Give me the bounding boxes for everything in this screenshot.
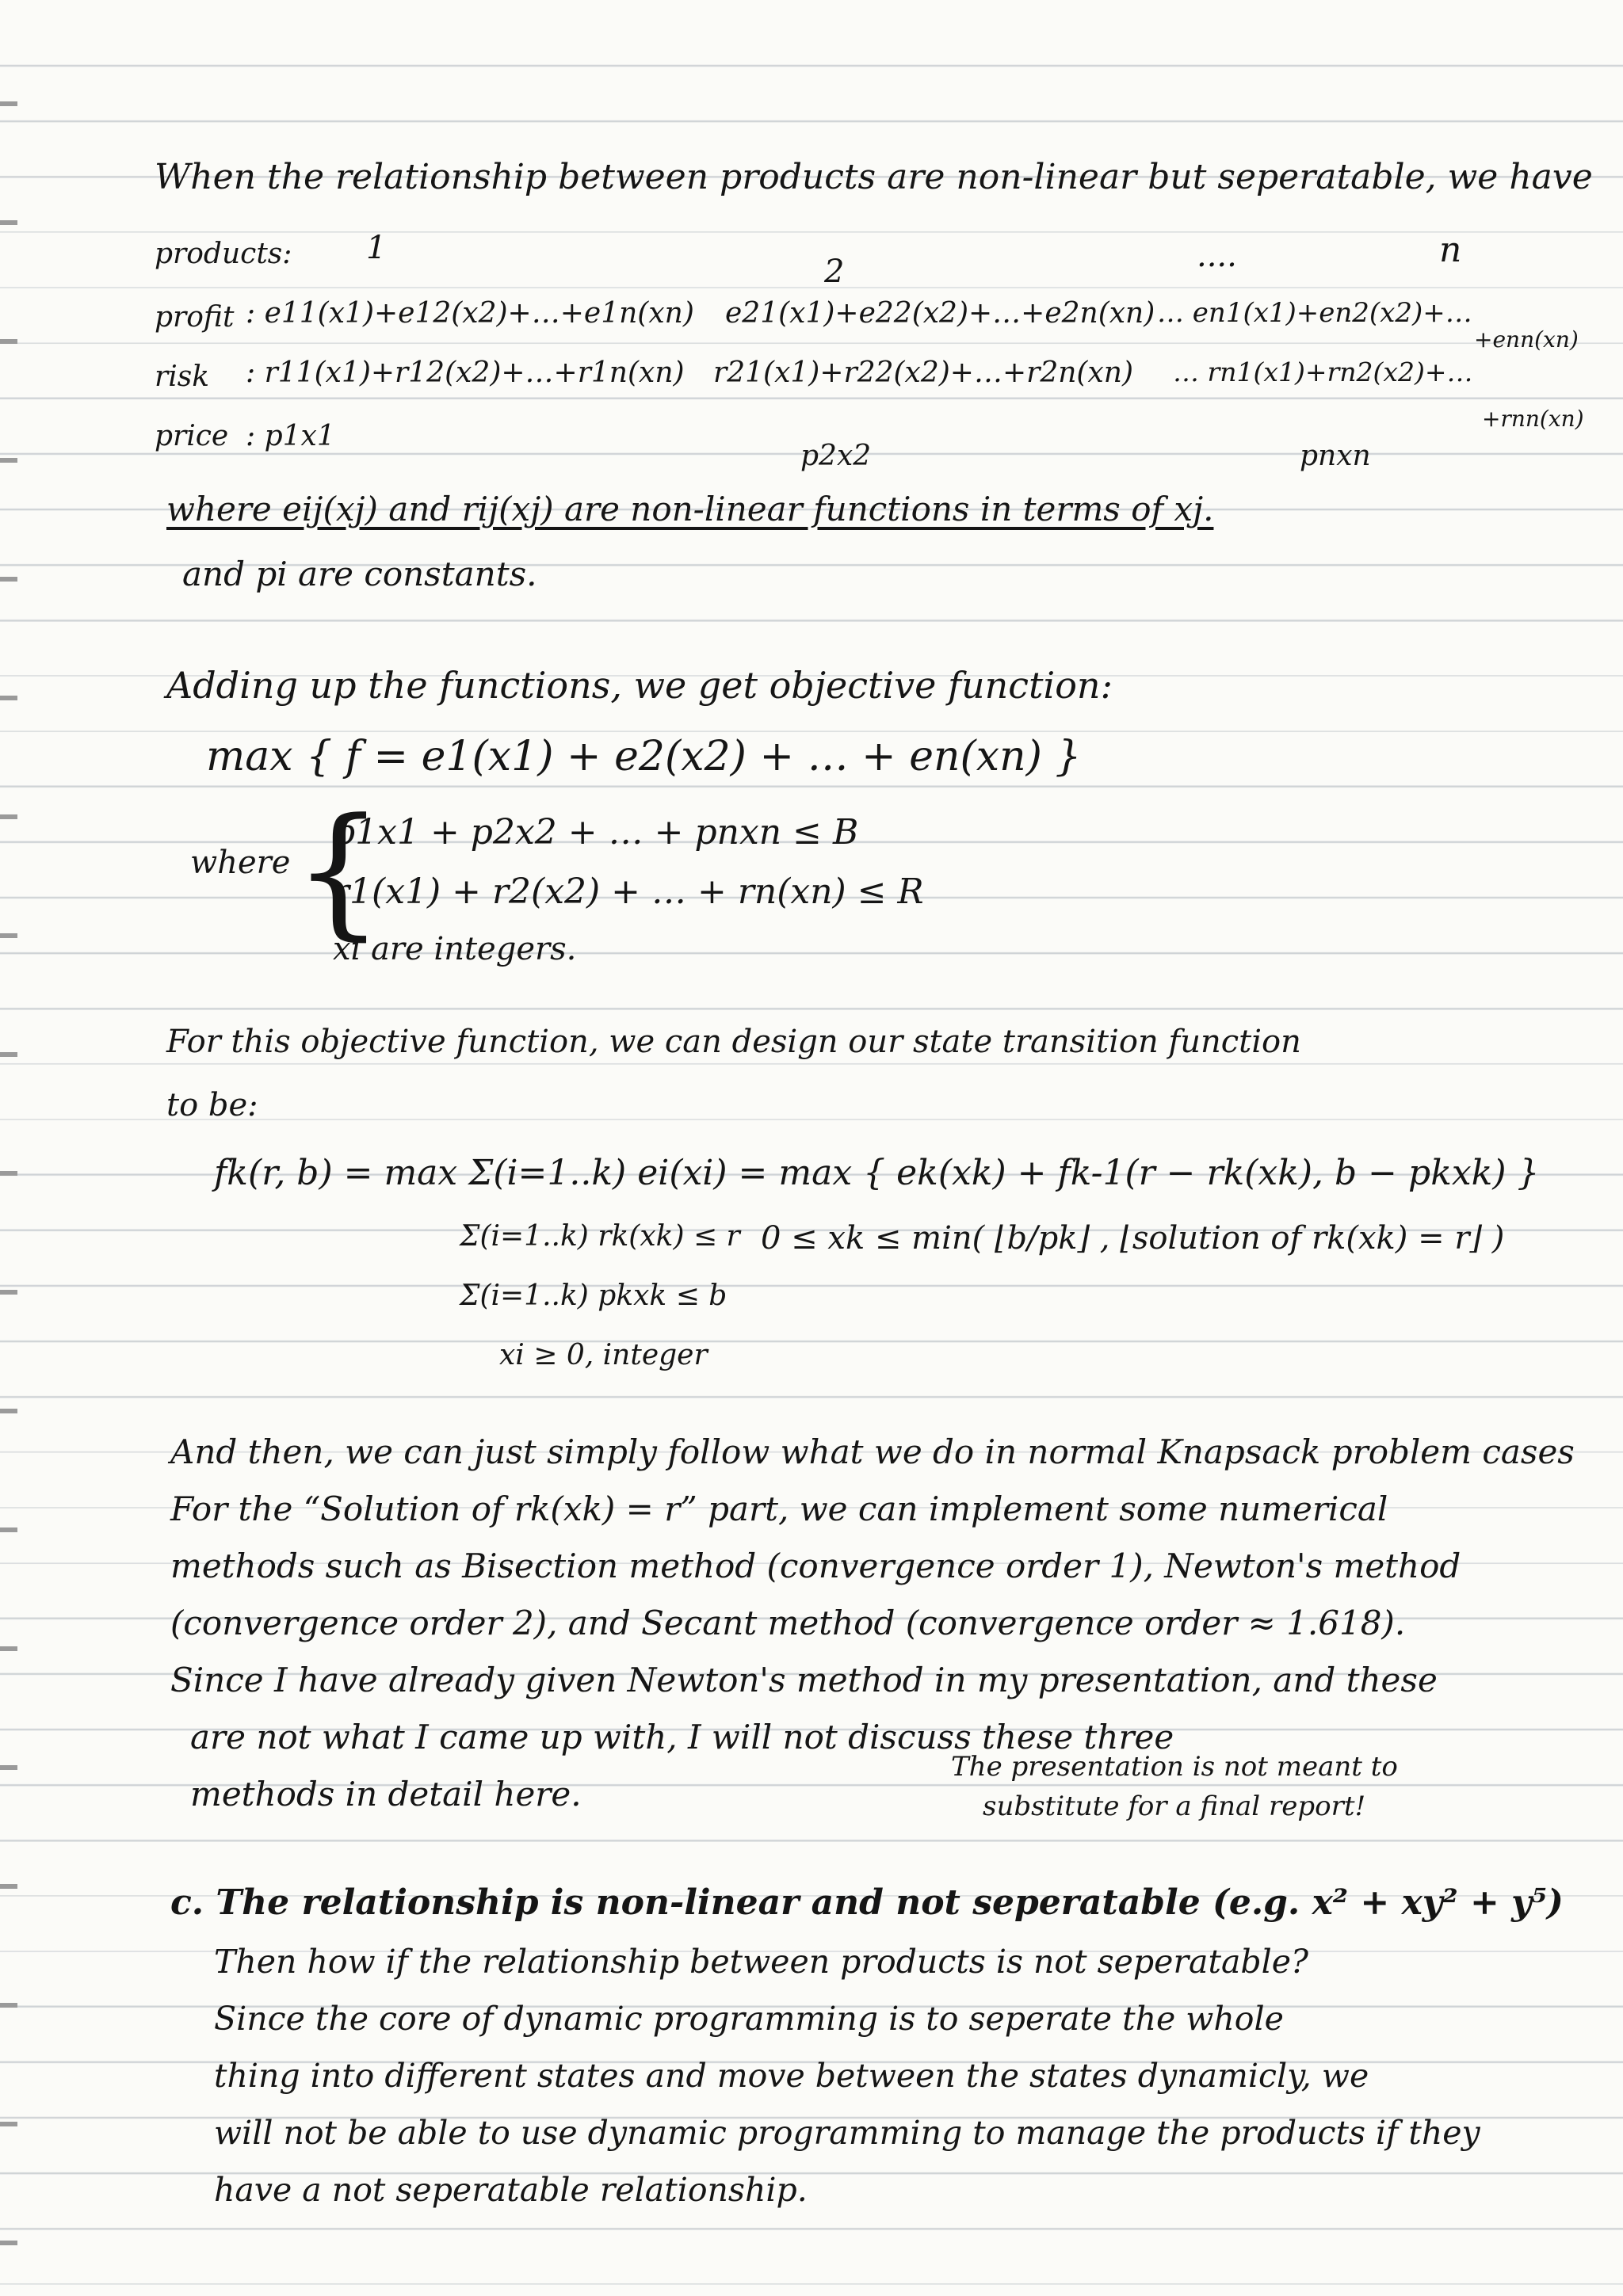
paragraph-c-line: thing into different states and move between the states dynamicly, we <box>214 2057 1369 2095</box>
price-product-1: : p1x1 <box>246 420 335 452</box>
profit-label: profit <box>155 301 235 334</box>
margin-note-line: substitute for a final report! <box>983 1791 1366 1822</box>
constraint-budget: p1x1 + p2x2 + … + pnxn ≤ B <box>333 812 859 852</box>
paragraph-c-line: have a not seperatable relationship. <box>214 2171 808 2209</box>
transition-range: 0 ≤ xk ≤ min( ⌊b/pk⌋ , ⌊solution of rk(xk) = r⌋ ) <box>761 1220 1505 1257</box>
paragraph-c-line: Since the core of dynamic programming is to seperate the whole <box>214 2000 1284 2038</box>
price-label: price <box>155 420 229 452</box>
transition-budget-constraint: Σ(i=1..k) pkxk ≤ b <box>460 1280 727 1312</box>
transition-function: fk(r, b) = max Σ(i=1..k) ei(xi) = max { ek(xk) + fk-1(r − rk(xk), b − pkxk) } <box>214 1153 1540 1193</box>
risk-product-n: … rn1(x1)+rn2(x2)+… <box>1173 357 1473 387</box>
constraint-brace: { <box>293 788 384 954</box>
profit-product-2: e21(x1)+e22(x2)+…+e2n(xn) <box>725 297 1155 330</box>
risk-product-n-cont: +rnn(xn) <box>1482 406 1584 432</box>
risk-product-2: r21(x1)+r22(x2)+…+r2n(xn) <box>713 357 1133 389</box>
price-product-n: pnxn <box>1300 440 1371 472</box>
objective-function: max { f = e1(x1) + e2(x2) + … + en(xn) } <box>206 733 1082 780</box>
transition-integer-constraint: xi ≥ 0, integer <box>499 1339 708 1371</box>
paragraph-b-line: are not what I came up with, I will not discuss these three <box>190 1718 1174 1756</box>
constraint-integer: xi are integers. <box>333 931 577 967</box>
binding-holes <box>0 0 17 2296</box>
margin-note-line: The presentation is not meant to <box>951 1751 1398 1783</box>
product-col-dots: .... <box>1197 238 1237 274</box>
price-product-2: p2x2 <box>800 440 872 472</box>
transition-risk-constraint: Σ(i=1..k) rk(xk) ≤ r <box>460 1220 740 1253</box>
state-intro-line-1: For this objective function, we can design our state transition function <box>166 1024 1301 1060</box>
section-c-heading: c. The relationship is non-linear and not seperatable (e.g. x² + xy² + y⁵) <box>170 1882 1564 1923</box>
product-col-1: 1 <box>366 230 387 266</box>
paragraph-b-line: methods such as Bisection method (convergence order 1), Newton's method <box>170 1547 1461 1585</box>
risk-product-1: : r11(x1)+r12(x2)+…+r1n(xn) <box>246 357 685 389</box>
profit-product-n-cont: +enn(xn) <box>1474 326 1579 353</box>
profit-product-1: : e11(x1)+e12(x2)+…+e1n(xn) <box>246 297 694 330</box>
product-col-2: 2 <box>824 254 845 290</box>
product-col-n: n <box>1439 230 1462 270</box>
constraint-risk: r1(x1) + r2(x2) + … + rn(xn) ≤ R <box>333 871 924 912</box>
intro-line: When the relationship between products are non-linear but seperatable, we have <box>155 157 1593 197</box>
where-word: where <box>190 845 291 881</box>
paragraph-b-line: And then, we can just simply follow what we do in normal Knapsack problem cases <box>170 1432 1575 1471</box>
risk-label: risk <box>155 360 210 393</box>
paragraph-b-line: methods in detail here. <box>190 1775 582 1814</box>
paragraph-b-line: For the “Solution of rk(xk) = r” part, we can implement some numerical <box>170 1489 1388 1528</box>
where-line: where eij(xj) and rij(xj) are non-linear functions in terms of xj. <box>166 490 1214 528</box>
paragraph-b-line: Since I have already given Newton's method in my presentation, and these <box>170 1661 1438 1699</box>
products-label: products: <box>155 238 292 270</box>
profit-product-n: … en1(x1)+en2(x2)+… <box>1157 297 1472 329</box>
state-intro-line-2: to be: <box>166 1087 258 1123</box>
paragraph-c-line: will not be able to use dynamic programming to manage the products if they <box>214 2114 1480 2152</box>
paragraph-b-line: (convergence order 2), and Secant method (convergence order ≈ 1.618). <box>170 1604 1406 1642</box>
adding-line: Adding up the functions, we get objective function: <box>166 664 1113 707</box>
and-constants-line: and pi are constants. <box>182 555 537 593</box>
paragraph-c-line: Then how if the relationship between products is not seperatable? <box>214 1943 1309 1981</box>
